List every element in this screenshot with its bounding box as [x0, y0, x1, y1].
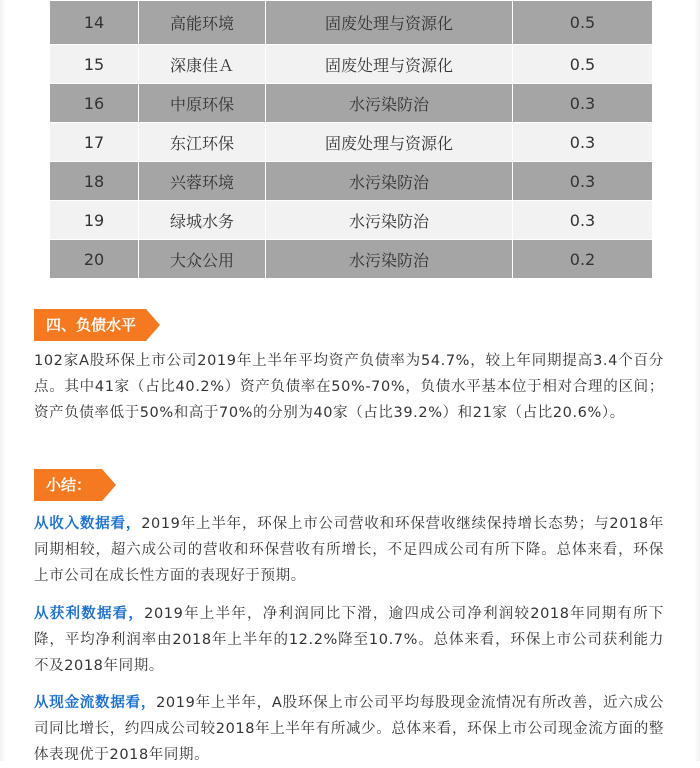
ranking-table	[49, 0, 653, 279]
sector-cell: 固废处理与资源化	[266, 45, 513, 84]
sector-cell: 固废处理与资源化	[266, 1, 513, 45]
sector-cell: 水污染防治	[266, 201, 513, 240]
rank-cell: 16	[50, 84, 139, 123]
table-row	[50, 1, 653, 45]
table-row	[50, 84, 653, 123]
revenue-lead-text: 从收入数据看，	[34, 516, 142, 532]
table-row	[50, 123, 653, 162]
rank-cell: 18	[50, 162, 139, 201]
value-cell: 0.5	[513, 45, 653, 84]
table-row	[50, 240, 653, 279]
summary-heading: 小结：	[34, 469, 102, 501]
table-row	[50, 162, 653, 201]
cashflow-body-text: 2019年上半年，A股环保上市公司平均每股现金流情况有所改善，近六成公司同比增长，约四成公司较2018年上半年有所减少。总体来看，环保上市公司现金流方面的整体表现优于2018年同期。	[34, 695, 664, 763]
rank-cell: 17	[50, 123, 139, 162]
company-cell: 东江环保	[139, 123, 266, 162]
revenue-body-text: 2019年上半年，环保上市公司营收和环保营收继续保持增长态势；与2018年同期相较，超六成公司的营收和环保营收有所增长，不足四成公司有所下降。总体来看，环保上市公司在成长性方面的表现好于预期。	[34, 516, 665, 584]
rank-cell: 20	[50, 240, 139, 279]
company-cell: 中原环保	[139, 84, 266, 123]
company-cell: 绿城水务	[139, 201, 266, 240]
table-row	[50, 201, 653, 240]
section-heading-debt-level: 四、负债水平	[34, 309, 146, 341]
sector-cell: 水污染防治	[266, 162, 513, 201]
profit-lead-text: 从获利数据看，	[34, 606, 145, 622]
summary-paragraph-revenue	[34, 511, 664, 589]
profit-body-text: 2019年上半年，净利润同比下滑，逾四成公司净利润较2018年同期有所下降，平均净利润率由2018年上半年的12.2%降至10.7%。总体来看，环保上市公司获利能力不及2018年同期。	[34, 606, 664, 674]
value-cell: 0.3	[513, 123, 653, 162]
company-cell: 深康佳Ａ	[139, 45, 266, 84]
value-cell: 0.3	[513, 162, 653, 201]
value-cell: 0.2	[513, 240, 653, 279]
sector-cell: 固废处理与资源化	[266, 123, 513, 162]
summary-paragraph-profit	[34, 601, 664, 679]
debt-paragraph: 102家A股环保上市公司2019年上半年平均资产负债率为54.7%，较上年同期提高3.4个百分点。其中41家（占比40.2%）资产负债率在50%-70%，负债水平基本位于相对合理的区间；资产负债率低于50%和高于70%的分别为40家（占比39.2%）和21家（占比20.6%）。	[34, 353, 664, 421]
rank-cell: 19	[50, 201, 139, 240]
company-cell: 大众公用	[139, 240, 266, 279]
cashflow-lead-text: 从现金流数据看，	[34, 695, 157, 711]
value-cell: 0.3	[513, 84, 653, 123]
sector-cell: 水污染防治	[266, 240, 513, 279]
company-cell: 兴蓉环境	[139, 162, 266, 201]
page-edge-right	[694, 0, 700, 761]
sector-cell: 水污染防治	[266, 84, 513, 123]
value-cell: 0.3	[513, 201, 653, 240]
value-cell: 0.5	[513, 1, 653, 45]
rank-cell: 14	[50, 1, 139, 45]
summary-paragraph-cashflow	[34, 690, 664, 768]
table-row	[50, 45, 653, 84]
rank-cell: 15	[50, 45, 139, 84]
company-cell: 高能环境	[139, 1, 266, 45]
page-edge-left	[0, 0, 6, 761]
